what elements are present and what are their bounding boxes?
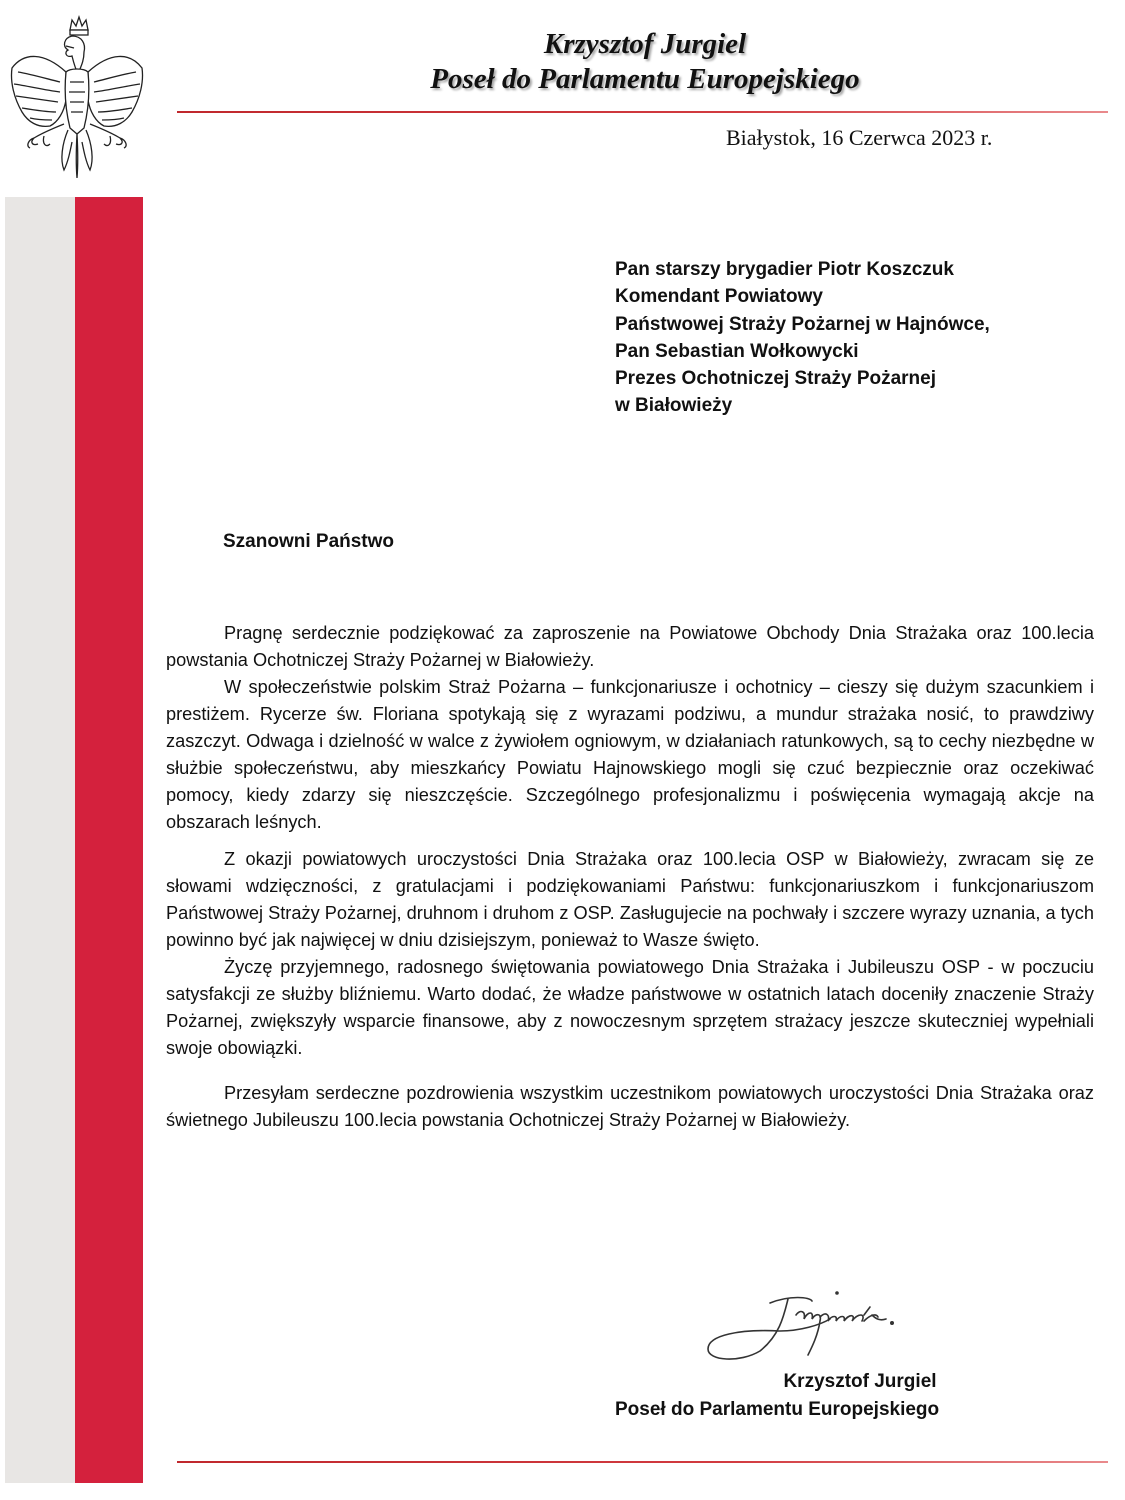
header-title: Poseł do Parlamentu Europejskiego <box>430 63 860 95</box>
signature-name: Krzysztof Jurgiel <box>783 1371 937 1392</box>
salutation: Szanowni Państwo <box>223 531 395 552</box>
letter-date: Białystok, 16 Czerwca 2023 r. <box>726 125 993 150</box>
header-divider <box>177 111 1108 113</box>
recipient-line: Pan Sebastian Wołkowycki <box>615 340 859 362</box>
recipient-line: Prezes Ochotniczej Straży Pożarnej <box>615 368 937 390</box>
recipient-line: Państwowej Straży Pożarnej w Hajnówce, <box>615 313 990 335</box>
handwritten-signature-icon <box>700 1285 940 1365</box>
recipient-line: Komendant Powiatowy <box>615 286 823 308</box>
signature-title: Poseł do Parlamentu Europejskiego <box>615 1399 940 1420</box>
flag-stripe-red <box>75 197 143 1483</box>
recipient-address <box>615 256 990 420</box>
recipient-line: Pan starszy brygadier Piotr Koszczuk <box>615 259 954 280</box>
polish-eagle-emblem-icon <box>4 12 150 182</box>
letter-body <box>166 620 1094 1134</box>
flag-stripe-white <box>5 197 75 1483</box>
recipient-line: w Białowieży <box>615 395 733 417</box>
body-paragraph: Z okazji powiatowych uroczystości Dnia Strażaka oraz 100.lecia OSP w Białowieży, zwracam się ze słowami wdzięczności, z gratulacjami i podziękowaniami Państwu: funkcjonariuszkom i funkcjonariuszom Państwowej Straży Pożarnej, druhnom i druhom z OSP. Zasługujecie na pochwały i szczere wyrazy uznania, a tych powinno być jak najwięcej w dniu dzisiejszym, ponieważ to Wasze święto. <box>166 849 1094 950</box>
header-name: Krzysztof Jurgiel <box>543 28 747 60</box>
body-paragraph: Życzę przyjemnego, radosnego świętowania powiatowego Dnia Strażaka i Jubileuszu OSP - w poczuciu satysfakcji ze służby bliźniemu. Warto dodać, że władze państwowe w ostatnich latach doceniły znaczenie Straży Pożarnej, zwiększyły wsparcie finansowe, aby z nowoczesnym sprzętem strażacy jeszcze skuteczniej wypełniali swoje obowiązki. <box>166 957 1094 1058</box>
body-paragraph: Pragnę serdecznie podziękować za zaproszenie na Powiatowe Obchody Dnia Strażaka oraz 100.lecia powstania Ochotniczej Straży Pożarnej w Białowieży. <box>166 623 1094 670</box>
body-paragraph: Przesyłam serdeczne pozdrowienia wszystkim uczestnikom powiatowych uroczystości Dnia Strażaka oraz świetnego Jubileuszu 100.lecia powstania Ochotniczej Straży Pożarnej w Białowieży. <box>166 1083 1094 1130</box>
footer-divider <box>177 1461 1108 1463</box>
body-paragraph: W społeczeństwie polskim Straż Pożarna – funkcjonariusze i ochotnicy – cieszy się dużym szacunkiem i prestiżem. Rycerze św. Floriana spotykają się z wyrazami podziwu, a mundur strażaka nosić, to prawdziwy zaszczyt. Odwaga i dzielność w walce z żywiołem ogniowym, w działaniach ratunkowych, są to cechy niezbędne w służbie społeczeństwu, aby mieszkańcy Powiatu Hajnowskiego mogli się czuć bezpiecznie oraz oczekiwać pomocy, kiedy zdarzy się nieszczęście. Szczególnego profesjonalizmu i poświęcenia wymagają akcje na obszarach leśnych. <box>166 677 1094 832</box>
